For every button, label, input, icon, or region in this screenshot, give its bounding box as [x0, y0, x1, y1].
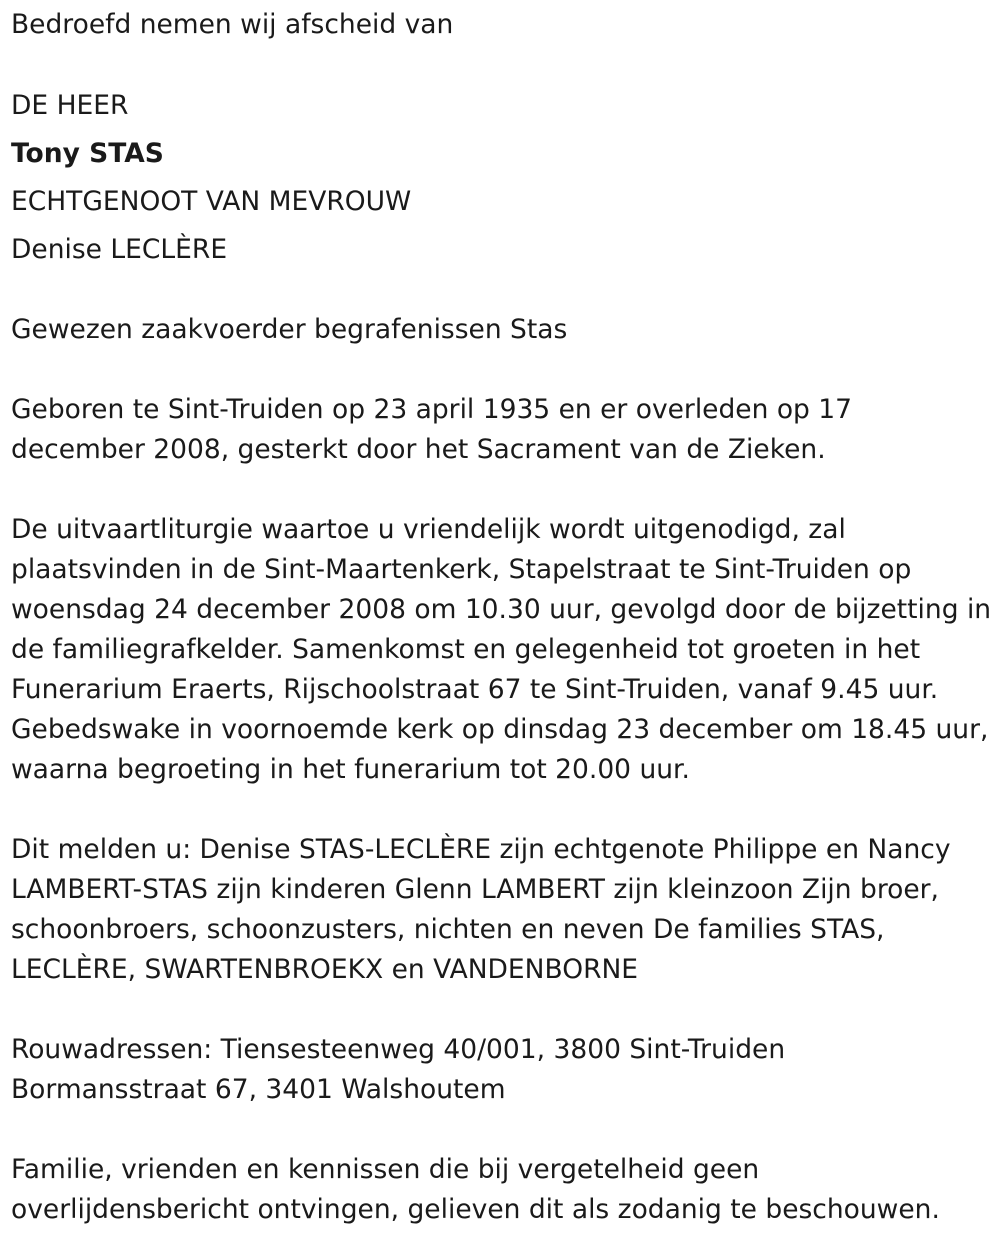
liturgy-line: waarna begroeting in het funerarium tot 20.00 uur.	[11, 754, 690, 785]
liturgy-line: de familiegrafkelder. Samenkomst en gelegenheid tot groeten in het	[11, 634, 921, 665]
family-section	[11, 830, 994, 990]
liturgy-line: Funerarium Eraerts, Rijschoolstraat 67 te Sint-Truiden, vanaf 9.45 uur.	[11, 674, 939, 705]
intro-section	[11, 5, 994, 45]
liturgy-section	[11, 510, 994, 790]
liturgy-line: Gebedswake in voornoemde kerk op dinsdag 23 december om 18.45 uur,	[11, 714, 989, 745]
liturgy-line: woensdag 24 december 2008 om 10.30 uur, gevolgd door de bijzetting in	[11, 594, 992, 625]
address-line: Bormansstraat 67, 3401 Walshoutem	[11, 1074, 506, 1105]
occupation-section	[11, 310, 994, 350]
relation-text: ECHTGENOOT VAN MEVROUW	[11, 186, 412, 217]
family-line: LAMBERT-STAS zijn kinderen Glenn LAMBERT zijn kleinzoon Zijn broer,	[11, 874, 939, 905]
deceased-name: Tony STAS	[11, 138, 164, 169]
spouse-name: Denise LECLÈRE	[11, 234, 228, 265]
birth-death-line: Geboren te Sint-Truiden op 23 april 1935 en er overleden op 17	[11, 394, 853, 425]
deceased-header	[11, 86, 994, 270]
birth-death-line: december 2008, gesterkt door het Sacrament van de Zieken.	[11, 434, 826, 465]
family-line: Dit melden u: Denise STAS-LECLÈRE zijn echtgenote Philippe en Nancy	[11, 834, 951, 865]
closing-line: Familie, vrienden en kennissen die bij vergetelheid geen	[11, 1154, 760, 1185]
occupation-text: Gewezen zaakvoerder begrafenissen Stas	[11, 314, 568, 345]
addresses-section	[11, 1030, 994, 1110]
address-line: Rouwadressen: Tiensesteenweg 40/001, 3800 Sint-Truiden	[11, 1034, 786, 1065]
liturgy-line: De uitvaartliturgie waartoe u vriendelijk wordt uitgenodigd, zal	[11, 514, 846, 545]
honorific: DE HEER	[11, 90, 129, 121]
family-line: LECLÈRE, SWARTENBROEKX en VANDENBORNE	[11, 954, 639, 985]
intro-text: Bedroefd nemen wij afscheid van	[11, 9, 454, 40]
family-line: schoonbroers, schoonzusters, nichten en neven De families STAS,	[11, 914, 885, 945]
closing-line: overlijdensbericht ontvingen, gelieven dit als zodanig te beschouwen.	[11, 1194, 940, 1225]
liturgy-line: plaatsvinden in de Sint-Maartenkerk, Stapelstraat te Sint-Truiden op	[11, 554, 912, 585]
birth-death-section	[11, 390, 994, 470]
closing-section	[11, 1150, 994, 1230]
